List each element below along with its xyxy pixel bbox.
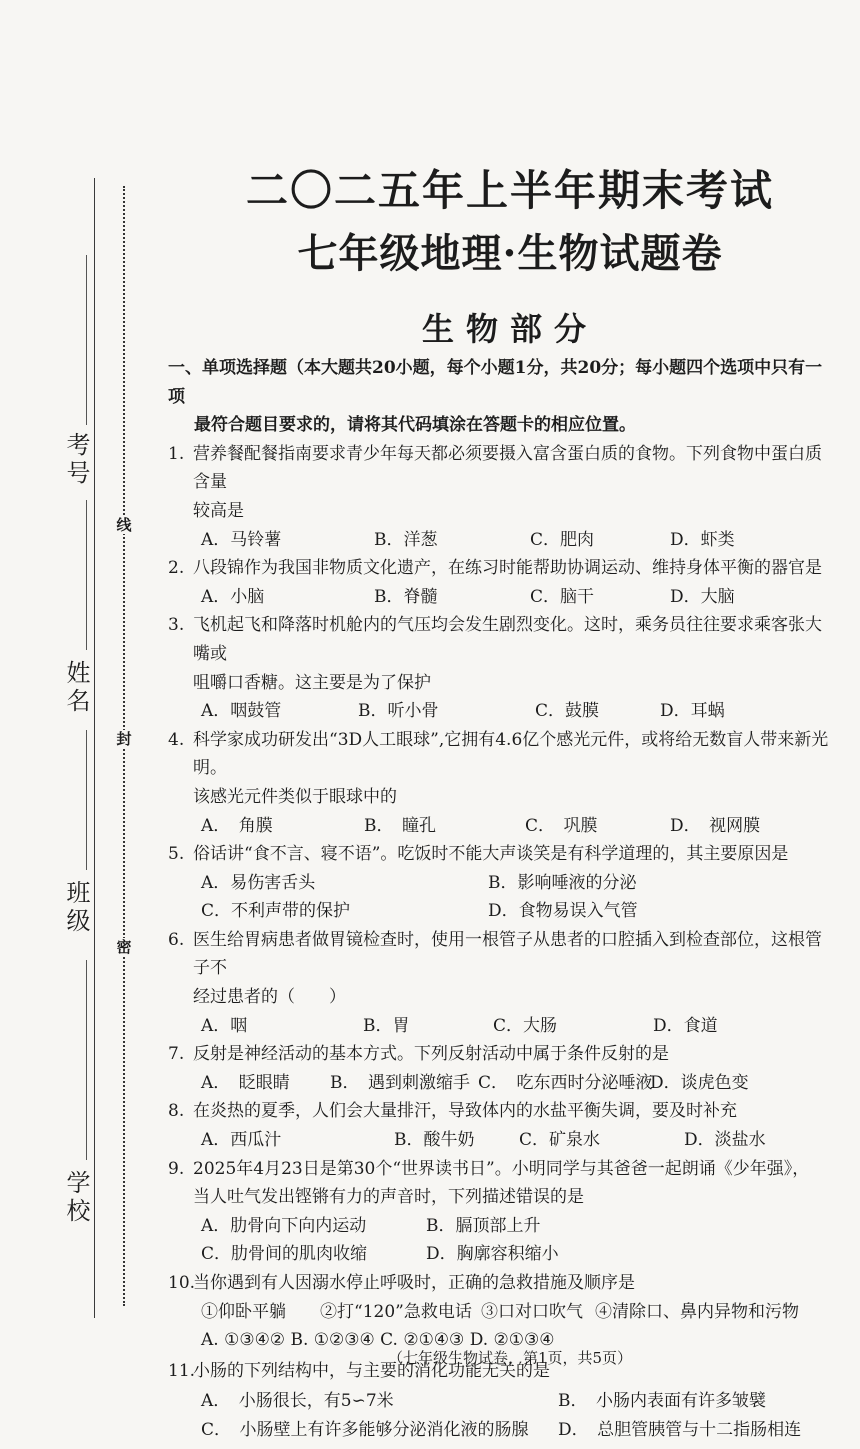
option-a[interactable]: A．马铃薯 [201, 529, 282, 550]
option-d[interactable]: D．耳蜗 [660, 701, 725, 722]
option-c[interactable]: C．肥肉 [530, 529, 595, 550]
seal-mark-line: 线 [116, 516, 132, 534]
question-stem: 科学家成功研发出“3D人工眼球”,它拥有4.6亿个感光元件，或将给无数盲人带来新光明。 [193, 729, 829, 779]
subject-heading: 生物部分 [421, 310, 598, 348]
question-4: 4. 科学家成功研发出“3D人工眼球”,它拥有4.6亿个感光元件，或将给无数盲人带来新光明。 该感光元件类似于眼球中的 A． 角膜 B． 瞳孔 C． 巩膜 D． 视网膜 [168, 726, 838, 840]
option-d[interactable]: D． 视网膜 [670, 815, 761, 836]
option-b[interactable]: B． 小肠内表面有许多皱襞 [558, 1391, 766, 1412]
option-d[interactable]: D．谈虎色变 [650, 1072, 749, 1093]
name-label: 姓名 [62, 660, 90, 716]
question-8: 8. 在炎热的夏季，人们会大量排汗，导致体内的水盐平衡失调，要及时补充 A．西瓜汁 B．酸牛奶 C．矿泉水 D．淡盐水 [168, 1097, 838, 1154]
question-1: 1. 营养餐配餐指南要求青少年每天都必须要摄入富含蛋白质的食物。下列食物中蛋白质含量 较高是 A．马铃薯 B．洋葱 C．肥肉 D．虾类 [168, 440, 838, 554]
exam-number-blank[interactable] [86, 255, 87, 425]
question-3: 3. 飞机起飞和降落时机舱内的气压均会发生剧烈变化。这时，乘务员往往要求乘客张大嘴或 咀嚼口香糖。这主要是为了保护 A．咽鼓管 B．听小骨 C．鼓膜 D．耳蜗 [168, 611, 838, 725]
question-stem: 小肠的下列结构中，与主要的消化功能无关的是 [193, 1360, 550, 1381]
option-a[interactable]: A．小脑 [201, 586, 265, 607]
question-stem: 当你遇到有人因溺水停止呼吸时，正确的急救措施及顺序是 [193, 1273, 635, 1293]
option-c[interactable]: C．不利声带的保护 [201, 901, 351, 922]
school-blank[interactable] [86, 960, 87, 1160]
option-b[interactable]: B．影响唾液的分泌 [488, 872, 637, 893]
question-9: 9. 2025年4月23日是第30个“世界读书日”。小明同学与其爸爸一起朗诵《少年强》， 当人吐气发出铿锵有力的声音时，下列描述错误的是 A．肋骨向下向内运动 B．膈顶部上升 C．肋骨间的肌肉收缩 D．胸廓容积缩小 [168, 1155, 838, 1269]
option-a[interactable]: A．西瓜汁 [201, 1130, 282, 1151]
option-b[interactable]: B．胃 [363, 1015, 410, 1036]
question-11: 11. 小肠的下列结构中，与主要的消化功能无关的是 A． 小肠很长，有5∽7米 B． 小肠内表面有许多皱襞 C． 小肠壁上有许多能够分泌消化液的肠腺 D． 总胆管胰管与十二指肠相连 [168, 1357, 838, 1445]
option-a[interactable]: A．咽 [201, 1015, 248, 1036]
question-stem: 俗话讲“食不言、寝不语”。吃饭时不能大声谈笑是有科学道理的，其主要原因是 [193, 844, 789, 865]
option-d[interactable]: D．食道 [653, 1015, 718, 1036]
question-stem: 医生给胃病患者做胃镜检查时，使用一根管子从患者的口腔插入到检查部位，这根管子不 [193, 929, 822, 979]
option-d[interactable]: D．食物易误入气管 [488, 901, 638, 922]
question-stem: 飞机起飞和降落时机舱内的气压均会发生剧烈变化。这时，乘务员往往要求乘客张大嘴或 [193, 615, 822, 664]
option-c[interactable]: C． 吃东西时分泌唾液 [478, 1072, 653, 1093]
step-item: ②打“120”急救电话 [320, 1301, 472, 1322]
option-c[interactable]: C．鼓膜 [535, 701, 600, 722]
option-c[interactable]: C．大肠 [493, 1015, 558, 1036]
name-blank[interactable] [86, 500, 87, 650]
option-d[interactable]: D．胸廓容积缩小 [426, 1244, 559, 1265]
option-b[interactable]: B． 瞳孔 [364, 815, 436, 836]
page-footer: （七年级生物试卷，第1页，共5页） [387, 1349, 633, 1367]
question-list [168, 354, 838, 1445]
question-stem: 2025年4月23日是第30个“世界读书日”。小明同学与其爸爸一起朗诵《少年强》， [193, 1158, 810, 1179]
question-6: 6. 医生给胃病患者做胃镜检查时，使用一根管子从患者的口腔插入到检查部位，这根管子不 经过患者的（ ） A．咽 B．胃 C．大肠 D．食道 [168, 926, 838, 1040]
option-a[interactable]: A． 眨眼睛 [201, 1072, 290, 1093]
option-c[interactable]: C．肋骨间的肌肉收缩 [201, 1244, 368, 1265]
step-item: ③口对口吹气 [481, 1301, 583, 1322]
option-d[interactable]: D． 总胆管胰管与十二指肠相连 [558, 1419, 802, 1440]
section-heading: 一、单项选择题（本大题共20小题，每个小题1分，共20分；每小题四个选项中只有一项 最符合题目要求的，请将其代码填涂在答题卡的相应位置。 [168, 358, 823, 436]
option-c[interactable]: C．矿泉水 [519, 1130, 601, 1151]
question-10: 10. 当你遇到有人因溺水停止呼吸时，正确的急救措施及顺序是 ①仰卧平躺 ②打“120”急救电话 ③口对口吹气 ④清除口、鼻内异物和污物 A. ①③④② B. ①②③④ C. ②①④③ D. ②①③④ [168, 1269, 838, 1355]
option-d[interactable]: D．淡盐水 [684, 1130, 766, 1151]
option-a[interactable]: A． 角膜 [201, 815, 273, 836]
question-5: 5. 俗话讲“食不言、寝不语”。吃饭时不能大声谈笑是有科学道理的，其主要原因是 A．易伤害舌头 B．影响唾液的分泌 C．不利声带的保护 D．食物易误入气管 [168, 840, 838, 926]
option-c[interactable]: C． 小肠壁上有许多能够分泌消化液的肠腺 [201, 1419, 529, 1440]
step-item: ④清除口、鼻内异物和污物 [595, 1301, 799, 1322]
question-stem: 八段锦作为我国非物质文化遗产，在练习时能帮助协调运动、维持身体平衡的器官是 [193, 558, 822, 579]
question-stem: 在炎热的夏季，人们会大量排汗，导致体内的水盐平衡失调，要及时补充 [193, 1101, 737, 1122]
option-b[interactable]: B．听小骨 [358, 701, 439, 722]
seal-mark-seal: 封 [116, 730, 132, 748]
step-item: ①仰卧平躺 [201, 1301, 286, 1322]
option-a[interactable]: A．易伤害舌头 [201, 872, 316, 893]
option-b[interactable]: B．脊髓 [374, 586, 438, 607]
exam-title: 二〇二五年上半年期末考试 [245, 166, 774, 215]
option-b[interactable]: B． 遇到刺激缩手 [330, 1072, 470, 1093]
exam-number-label: 考号 [62, 432, 90, 488]
question-2: 2. 八段锦作为我国非物质文化遗产，在练习时能帮助协调运动、维持身体平衡的器官是 A．小脑 B．脊髓 C．脑干 D．大脑 [168, 554, 838, 611]
question-stem: 反射是神经活动的基本方式。下列反射活动中属于条件反射的是 [193, 1044, 669, 1065]
exam-subtitle: 七年级地理·生物试题卷 [297, 230, 723, 277]
option-d[interactable]: D．虾类 [670, 529, 735, 550]
options-line[interactable]: A. ①③④② B. ①②③④ C. ②①④③ D. ②①③④ [201, 1330, 555, 1351]
option-b[interactable]: B．膈顶部上升 [426, 1215, 541, 1236]
question-stem: 营养餐配餐指南要求青少年每天都必须要摄入富含蛋白质的食物。下列食物中蛋白质含量 [193, 443, 822, 493]
class-label: 班级 [62, 880, 90, 936]
class-blank[interactable] [86, 730, 87, 870]
seal-mark-secret: 密 [116, 938, 132, 956]
option-c[interactable]: C． 巩膜 [525, 815, 598, 836]
option-d[interactable]: D．大脑 [670, 586, 735, 607]
option-a[interactable]: A．咽鼓管 [201, 701, 282, 722]
option-b[interactable]: B．洋葱 [374, 529, 438, 550]
binding-margin-line [94, 178, 95, 1318]
option-a[interactable]: A． 小肠很长，有5∽7米 [201, 1391, 394, 1412]
option-b[interactable]: B．酸牛奶 [394, 1130, 475, 1151]
school-label: 学校 [62, 1170, 90, 1226]
option-c[interactable]: C．脑干 [530, 586, 595, 607]
option-a[interactable]: A．肋骨向下向内运动 [201, 1215, 367, 1236]
question-7: 7. 反射是神经活动的基本方式。下列反射活动中属于条件反射的是 A． 眨眼睛 B． 遇到刺激缩手 C． 吃东西时分泌唾液 D．谈虎色变 [168, 1040, 838, 1097]
